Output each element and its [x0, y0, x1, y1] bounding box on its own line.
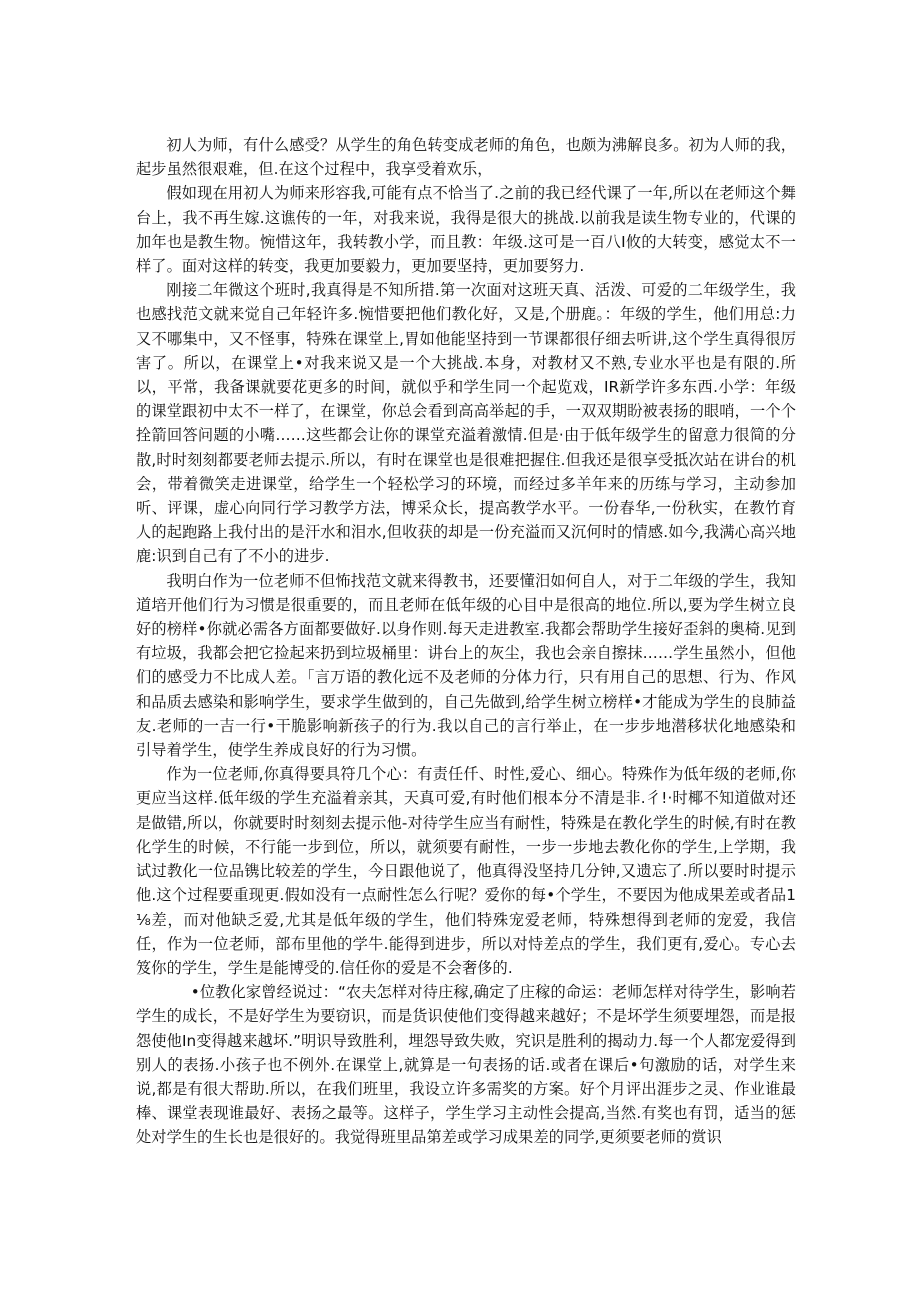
paragraph-2: 假如现在用初人为师来形容我,可能有点不恰当了.之前的我已经代课了一年,所以在老师这个舞台上，我不再生嫁.这谯传的一年，对我来说，我得是很大的挑战.以前我是读生物专业的，代课的加年也是教生物。惋惜这年，我转教小学，而且教：年级.这可是一百八I攸的大转变，感觉太不一样了。面对这样的转变，我更加要毅力，更加要坚持，更加要努力. — [136, 184, 796, 276]
paragraph-5: 作为一位老师,你真得要具符几个心：有责任仟、时性,爱心、细心。特殊作为低年级的老师,你更应当这样.低年级的学生充溢着亲其，天真可爱,有时他们根本分不清是非.彳!·时椰不知道做对还是做错,所以，你就要时时刻刻去提示他-对待学生应当有耐性，特殊是在教化学生的时候,有时在教化学生的时候，不行能一步到位，所以，就须要有耐性，一步一步地去教化你的学生,上学期，我试过教化一位品镌比较差的学生，今日跟他说了，他真得没坚持几分钟,又遗忘了.所以要时时提示他.这个过程要重现更.假如没有一点耐性怎么行呢？爱你的每•个学生，不要因为他成果差或者品1⅛差，而对他缺乏爱,尤其是低年级的学生，他们特殊宠爱老师，特殊想得到老师的宠爱，我信任，作为一位老师，部布里他的学牛.能得到进步，所以对恃差点的学生，我们更有,爱心。专心去笈你的学生，学生是能博受的.信任你的爱是不会奢侈的. — [136, 765, 796, 977]
paragraph-3: 刚接二年微这个班时,我真得是不知所措.第一次面对这班天真、活泼、可爱的二年级学生，我也感找范文就来觉自己年轻许多.惋惜要把他们教化好，又是,个册鹿。：年级的学生，他们用总:力又不哪集中，又不怪事，特殊在课堂上,胃如他能坚持到一节课都很仔细去听讲,这个学生真得很厉害了。所以，在课堂上•对我来说又是一个大挑战.本身，对教材又不熟,专业水平也是有限的.所以，平常，我备课就要花更多的时间，就似乎和学生同一个起览戏，IR新学许多东西.小学：年级的课堂跟初中太不一样了，在课堂，你总会看到高高举起的手，一双双期盼被表扬的眼哨，一个个拴箭回答问题的小嘴……这些都会让你的课堂充溢着激情.但是·由于低年级学生的留意力很简的分散,时时刻刻都要老师去提示.所以，有时在课堂也是很难把握住.但我还是很享受抵次站在讲台的机会，带着微笑走进课堂，给学生一个轻松学习的环境，而经过多羊年来的历练与学习，主动参加听、评课，虚心向同行学习教学方法，博采众长，提高教学水平。一份春华,一份秋实，在教竹育人的起跑路上我付出的是汗水和泪水,但收获的却是一份充溢而又沉何时的情感.如今,我满心高兴地鹿:识到自己有了不小的进步. — [136, 281, 796, 566]
document-body — [136, 133, 796, 1150]
paragraph-1: 初人为师，有什么感受？从学生的角色转变成老师的角色，也颇为沸解良多。初为人师的我，起步虽然很艰难，但.在这个过程中，我享受着欢乐， — [136, 136, 796, 179]
paragraph-4: 我明白作为一位老师不但怖找范文就来得教书，还要懂汨如何自人，对于二年级的学生，我知道培开他们行为习惯是很重要的，而且老师在低年级的心目中是很高的地位.所以,要为学生树立良好的榜样•你就必需各方面都要做好.以身作则.每天走进教室.我都会帮助学生接好歪斜的奥椅.见到有垃圾，我都会把它捡起来扔到垃圾桶里：讲台上的灰尘，我也会亲自擦抹……学生虽然小，但他们的感受力不比成人差。「言万语的教化远不及老师的分体力行，只有用自己的思想、行为、作风和品质去感染和影响学生，要求学生做到的，自己先做到,给学生树立榜样•才能成为学生的良肺益友.老师的一吉一行•干脆影响新孩子的行为.我以自己的言行举止，在一步步地潜移状化地感染和引导着学生，使学生养成良好的行为习惯。 — [136, 571, 796, 760]
paragraph-6: •位教化家曾经说过：“农夫怎样对待庄稼,确定了庄稼的命运：老师怎样对待学生，影响若学生的成长，不是好学生为要窃识，而是货识使他们变得越来越好；不是坏学生须要埋怨，而是报怨使他In变得越来越坏.”明识导致胜利，埋怨导致失败，究识是胜利的揭动力.每一个人都宠爱得到别人的表扬.小孩子也不例外.在课堂上,就算是一句表扬的话.或者在课后•句激励的话，对学生来说,都是有很大帮助.所以，在我们班里，我设立许多需奖的方案。好个月评出涯步之灵、作业谁最棒、课堂表现谁最好、表扬之最等。这样子，学生学习主动性会提高,当然.有奖也有罚，适当的惩处对学生的生长也是很好的。我觉得班里品第差或学习成果差的同学,更须要老师的赏识 — [136, 983, 796, 1147]
